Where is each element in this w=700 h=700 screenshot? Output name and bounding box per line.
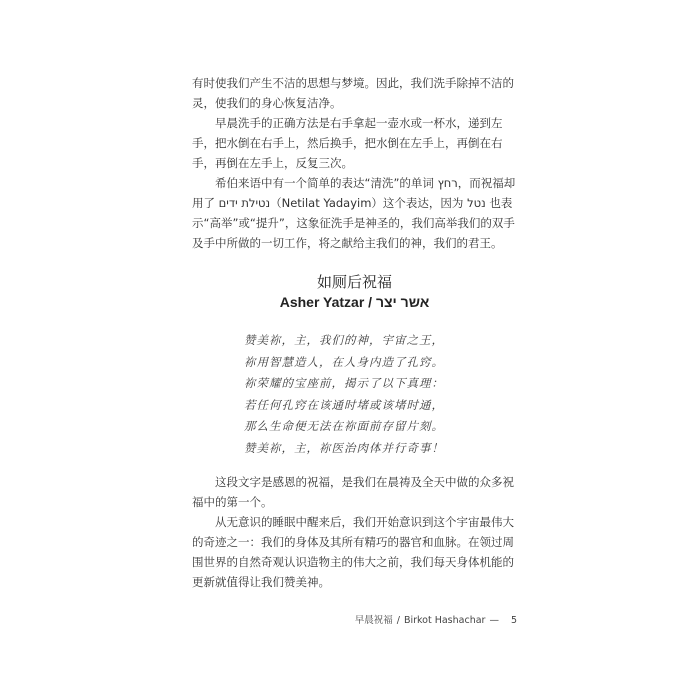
page-footer: 早晨祝福 / Birkot Hashachar — 5 [354,615,517,626]
paragraph-2: 早晨洗手的正确方法是右手拿起一壶水或一杯水，递到左手，把水倒在右手上，然后换手，把水倒在左手上，再倒在右手，再倒在左手上，反复三次。 [192,116,503,170]
footer-label-en: Birkot Hashachar [403,615,486,626]
poem-line: 若任何孔窍在该通时堵或该堵时通， [244,397,444,412]
footer-label-zh: 早晨祝福 [354,615,393,626]
poem-line: 祢用智慧造人，在人身内造了孔窍。 [244,354,444,369]
paragraph-5: 从无意识的睡眠中醒来后，我们开始意识到这个宇宙最伟大的奇迹之一：我们的身体及其所有精巧的器官和血脉。在领过周围世界的自然奇观认识造物主的伟大之前，我们每天身体机能的更新就值得让我们赞美神。 [192,515,514,589]
poem-line: 那么生命便无法在祢面前存留片刻。 [244,419,444,433]
blessing-poem [244,330,474,459]
section-title-en: Asher Yatzar / אשר יצר [279,294,430,310]
paragraph-3: 希伯来语中有一个简单的表达“清洗”的单词 רחץ，而祝福却用了 נטילת ידים（Netilat Yadayim）这个表达，因为 נטל 也表示“高举”或“提升”，这象征洗手是神圣的，我们高举我们的双手及手中所做的一切工作，将之献给主我们的神，我们的君王。 [192,176,516,250]
page-number: 5 [510,615,517,626]
poem-line: 赞美祢，主，我们的神，宇宙之王， [244,333,444,347]
paragraph-4: 这段文字是感恩的祝福，是我们在晨祷及全天中做的众多祝福中的第一个。 [192,475,514,509]
poem-line: 祢荣耀的宝座前，揭示了以下真理： [244,376,444,390]
poem-line: 赞美祢，主，祢医治肉体并行奇事！ [244,440,444,455]
paragraph-1: 有时使我们产生不洁的思想与梦境。因此，我们洗手除掉不洁的灵，使我们的身心恢复洁净。 [192,76,514,110]
section-title-zh: 如厕后祝福 [316,273,392,291]
